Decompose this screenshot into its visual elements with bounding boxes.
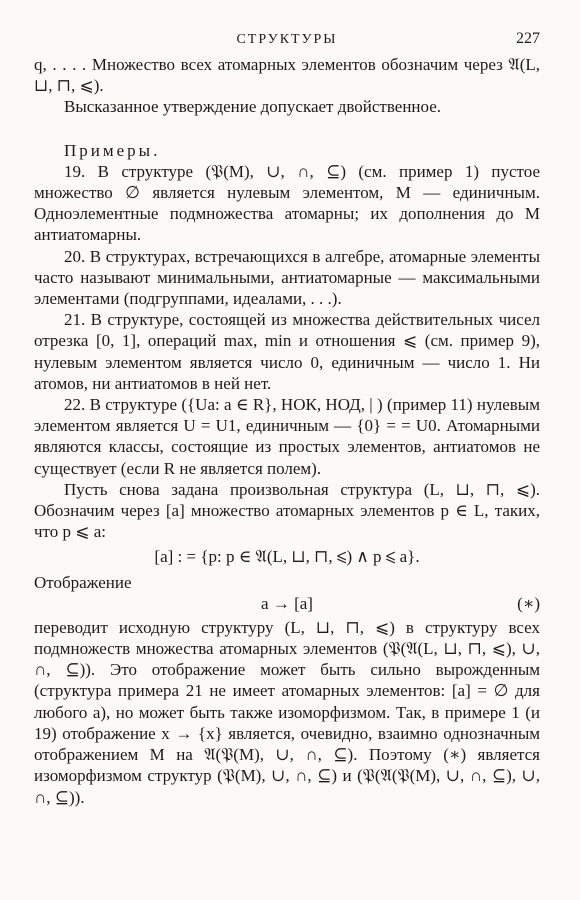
page-body <box>34 54 540 808</box>
book-page <box>34 26 540 886</box>
formula-mapping-expression: a → [a] <box>261 593 313 613</box>
running-head: СТРУКТУРЫ <box>236 32 338 47</box>
paragraph-mapping-label: Отображение <box>34 572 132 592</box>
paragraph-mapping-discussion: переводит исходную структуру (L, ⊔, ⊓, ⩽) в структуру всех подмножеств множества атомарных элементов (𝔓(𝔄(L, ⊔, ⊓, ⩽), ∪, ∩, ⊆)). Это отображение может быть сильно вырожденным (структура примера 21 не имеет атомарных элементов: [a] = ∅ для любого a), но может быть также изоморфизмом. Так, в примере 1 (и 19) отображение x → {x} является, очевидно, взаимно однозначным отображением M на 𝔄(𝔓(M), ∪, ∩, ⊆). Поэтому (∗) является изоморфизмом структур (𝔓(M), ∪, ∩, ⊆) и (𝔓(𝔄(𝔓(M), ∪, ∩, ⊆), ∪, ∩, ⊆)). <box>34 617 540 807</box>
example-19: 19. В структуре (𝔓(M), ∪, ∩, ⊆) (см. пример 1) пустое множество ∅ является нулевым элементом, M — единичным. Одноэлементные подмножества атомарны; их дополнения до M антиатомарны. <box>34 161 540 245</box>
formula-atomic-set: [a] : = {p: p ∈ 𝔄(L, ⊔, ⊓, ⩽) ∧ p ⩽ a}. <box>154 547 420 567</box>
paragraph-gap <box>34 118 540 140</box>
examples-heading: Примеры. <box>64 140 161 160</box>
paragraph-dual-statement: Высказанное утверждение допускает двойственное. <box>64 97 442 117</box>
paragraph-definition: Пусть снова задана произвольная структура (L, ⊔, ⊓, ⩽). Обозначим через [a] множество атомарных элементов p ∈ L, таких, что p ⩽ a: <box>34 479 540 542</box>
example-20: 20. В структурах, встречающихся в алгебре, атомарные элементы часто называют минимальными, антиатомарные — максимальными элементами (подгруппами, идеалами, . . .). <box>34 246 540 309</box>
example-22: 22. В структуре ({Ua: a ∈ R}, НОК, НОД, | ) (пример 11) нулевым элементом является U = U1, единичным — {0} = = U0. Атомарными являются классы, состоящие из простых элементов, антиатомов не существует (если R не является полем). <box>34 395 540 478</box>
page-number: 227 <box>516 30 540 47</box>
example-21: 21. В структуре, состоящей из множества действительных чисел отрезка [0, 1], операций max, min и отношения ⩽ (см. пример 9), нулевым элементом является число 0, единичным — число 1. Ни атомов, ни антиатомов в ней нет. <box>34 310 540 393</box>
formula-mapping <box>34 593 540 617</box>
formula-mapping-tag: (∗) <box>517 593 540 613</box>
page-header <box>34 26 540 54</box>
paragraph-continuation: q, . . . . Множество всех атомарных элементов обозначим через 𝔄(L, ⊔, ⊓, ⩽). <box>34 55 540 96</box>
